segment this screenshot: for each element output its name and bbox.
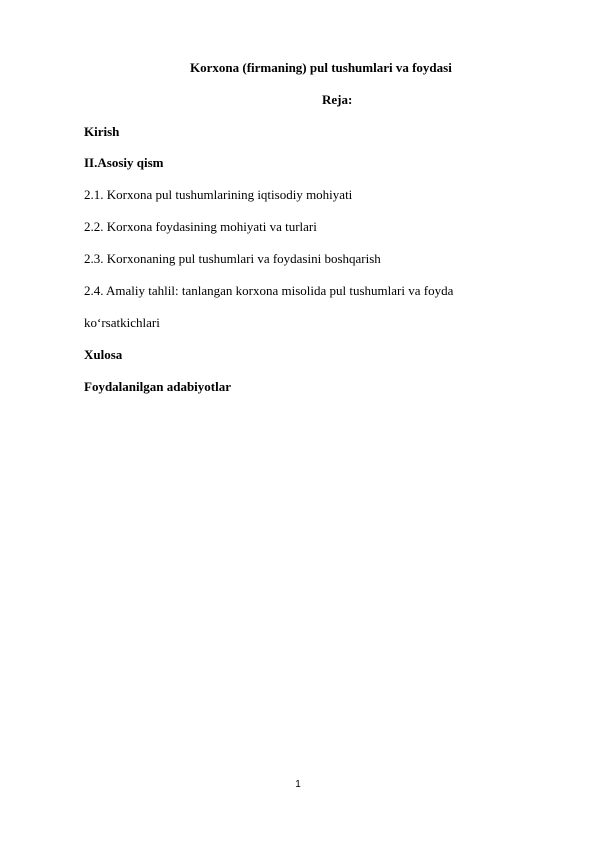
plan-heading: Reja: bbox=[322, 92, 353, 107]
plan-item-main-part: II.Asosiy qism bbox=[84, 155, 164, 170]
page-number: 1 bbox=[295, 779, 301, 790]
plan-item-2-2: 2.2. Korxona foydasining mohiyati va turlari bbox=[84, 219, 317, 234]
plan-item-conclusion: Xulosa bbox=[84, 347, 123, 362]
plan-item-references: Foydalanilgan adabiyotlar bbox=[84, 379, 231, 394]
document-title: Korxona (firmaning) pul tushumlari va foydasi bbox=[190, 60, 452, 75]
plan-item-introduction: Kirish bbox=[84, 124, 120, 139]
plan-item-2-4: 2.4. Amaliy tahlil: tanlangan korxona misolida pul tushumlari va foyda bbox=[84, 283, 454, 298]
plan-item-2-3: 2.3. Korxonaning pul tushumlari va foydasini boshqarish bbox=[84, 251, 381, 266]
plan-item-2-4-continuation: ko‘rsatkichlari bbox=[84, 315, 160, 330]
plan-item-2-1: 2.1. Korxona pul tushumlarining iqtisodiy mohiyati bbox=[84, 187, 353, 202]
